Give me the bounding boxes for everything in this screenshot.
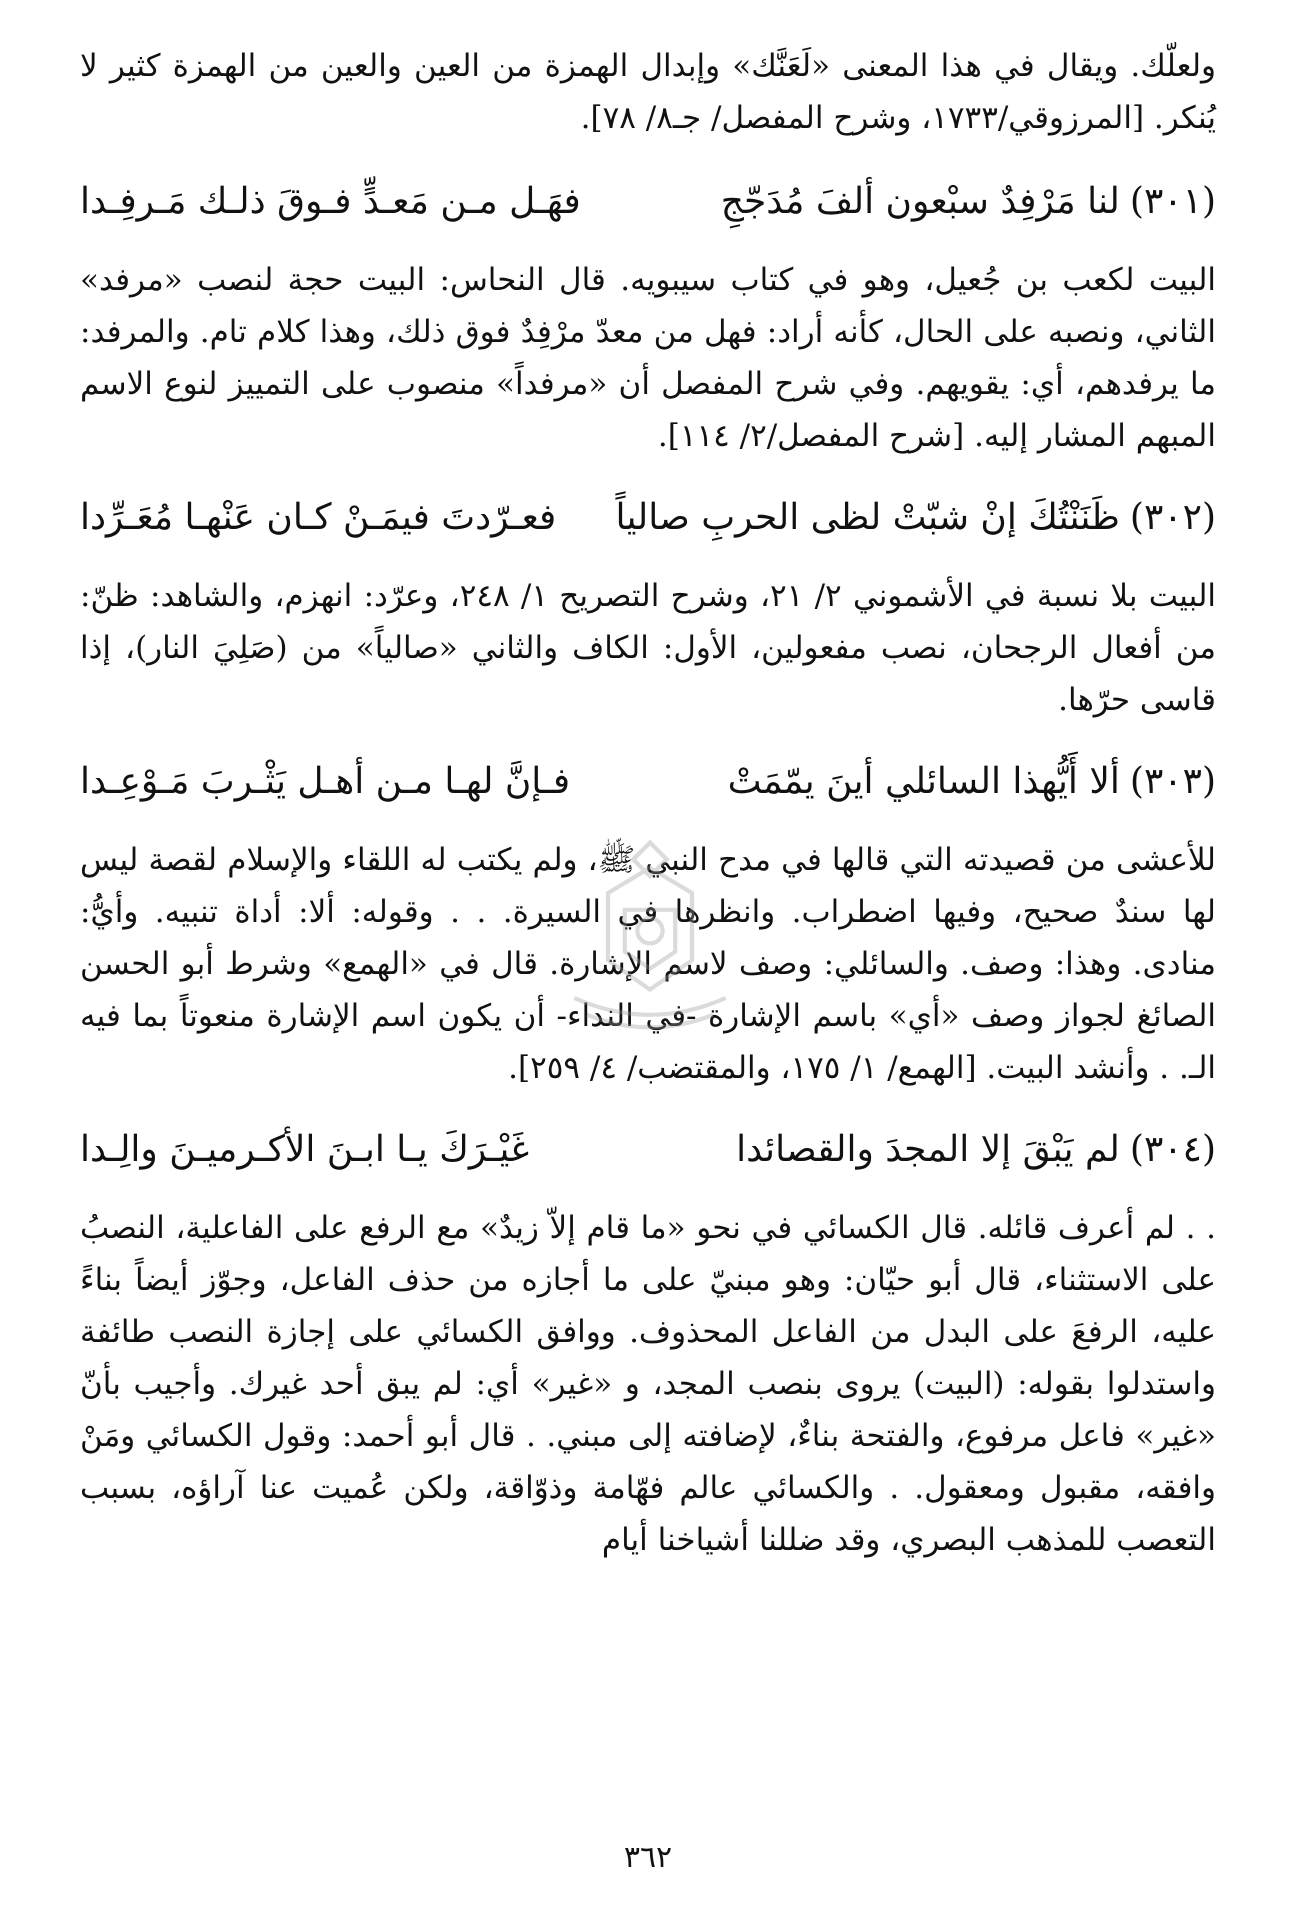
verse-line <box>80 752 1216 812</box>
entry-304 <box>80 1120 1216 1566</box>
commentary-paragraph: البيت بلا نسبة في الأشموني ٢/ ٢١، وشرح التصريح ١/ ٢٤٨، وعرّد: انهزم، والشاهد: ظنّ: من أفعال الرجحان، نصب مفعولين، الأول: الكاف والثاني «صالياً» من (صَلِيَ النار)، إذا قاسى حرّها. <box>80 578 1217 718</box>
verse-number: (٣٠٤) <box>1129 1129 1216 1170</box>
intro-paragraph: ولعلّك. ويقال في هذا المعنى «لَعَنَّك» وإبدال الهمزة من العين والعين من الهمزة كثير لا يُنكر. [المرزوقي/١٧٣٣، وشرح المفصل/ جـ٨/ ٧٨]. <box>80 48 1216 136</box>
verse-number: (٣٠٣) <box>1129 761 1216 802</box>
commentary-paragraph: للأعشى من قصيدته التي قالها في مدح النبي ﷺ، ولم يكتب له اللقاء والإسلام لقصة ليس لها سندٌ صحيح، وفيها اضطراب. وانظرها في السيرة. . . وقوله: ألا: أداة تنبيه. وأيُّ: منادى. وهذا: وصف. والسائلي: وصف لاسم الإشارة. قال في «الهمع» وشرط أبو الحسن الصائغ لجواز وصف «أي» باسم الإشارة -في النداء- أن يكون اسم الإشارة منعوتاً بما فيه الـ. . وأنشد البيت. [الهمع/ ١/ ١٧٥، والمقتضب/ ٤/ ٢٥٩]. <box>80 842 1216 1086</box>
verse-second-half: غَيْـرَكَ يـا ابـنَ الأكـرميـنَ والِـدا <box>80 1129 530 1170</box>
verse-first-half <box>615 488 1216 548</box>
page-number: ٣٦٢ <box>623 1840 673 1875</box>
verse-line <box>80 488 1216 548</box>
first-hemistich-text: ظَنَنْتُكَ إنْ شبّتْ لظى الحربِ صالياً <box>615 497 1120 538</box>
commentary-paragraph: . . لم أعرف قائله. قال الكسائي في نحو «ما قام إلاّ زيدٌ» مع الرفع على الفاعلية، النصبُ على الاستثناء، قال أبو حيّان: وهو مبنيّ على ما أجازه من حذف الفاعل، وجوّز أيضاً بناءً عليه، الرفعَ على البدل من الفاعل المحذوف. ووافق الكسائي على إجازة النصب طائفة واستدلوا بقوله: (البيت) يروى بنصب المجد، و «غير» أي: لم يبق أحد غيرك. وأجيب بأنّ «غير» فاعل مرفوع، والفتحة بناءٌ، لإضافته إلى مبني. . قال أبو أحمد: وقول الكسائي ومَنْ وافقه، مقبول ومعقول. . والكسائي عالم فهّامة وذوّاقة، ولكن عُميت عنا آراؤه، بسبب التعصب للمذهب البصري، وقد ضللنا أشياخنا أيام <box>80 1210 1216 1558</box>
entry-301 <box>80 172 1216 462</box>
verse-line <box>80 172 1216 232</box>
verse-first-half <box>736 1120 1216 1180</box>
commentary-paragraph: البيت لكعب بن جُعيل، وهو في كتاب سيبويه. قال النحاس: البيت حجة لنصب «مرفد» الثاني، ونصبه على الحال، كأنه أراد: فهل من معدّ مرْفِدٌ فوق ذلك، وهذا كلام تام. والمرفد: ما يرفدهم، أي: يقويهم. وفي شرح المفصل أن «مرفداً» منصوب على التمييز لنوع الاسم المبهم المشار إليه. [شرح المفصل/٢/ ١١٤]. <box>80 262 1216 454</box>
first-hemistich-text: لم يَبْقَ إلا المجدَ والقصائدا <box>736 1129 1120 1170</box>
first-hemistich-text: لنا مَرْفِدٌ سبْعون ألفَ مُدَجّجِ <box>720 181 1120 222</box>
first-hemistich-text: ألا أَيُّهذا السائلي أينَ يمّمَتْ <box>727 761 1120 802</box>
verse-second-half: فهَـل مـن مَعـدٍّ فـوقَ ذلـك مَـرفِـدا <box>80 181 581 222</box>
verse-second-half: فـإنَّ لهـا مـن أهـل يَثْـربَ مَـوْعِـدا <box>80 761 571 802</box>
entry-302 <box>80 488 1216 726</box>
verse-first-half <box>721 172 1216 232</box>
verse-first-half <box>728 752 1216 812</box>
library-seal-icon <box>545 830 755 1040</box>
verse-number: (٣٠٢) <box>1129 497 1216 538</box>
verse-line <box>80 1120 1216 1180</box>
verse-second-half: فعـرّدتَ فيمَـنْ كـان عَنْهـا مُعَـرِّدا <box>80 497 557 538</box>
verse-number: (٣٠١) <box>1129 181 1216 222</box>
